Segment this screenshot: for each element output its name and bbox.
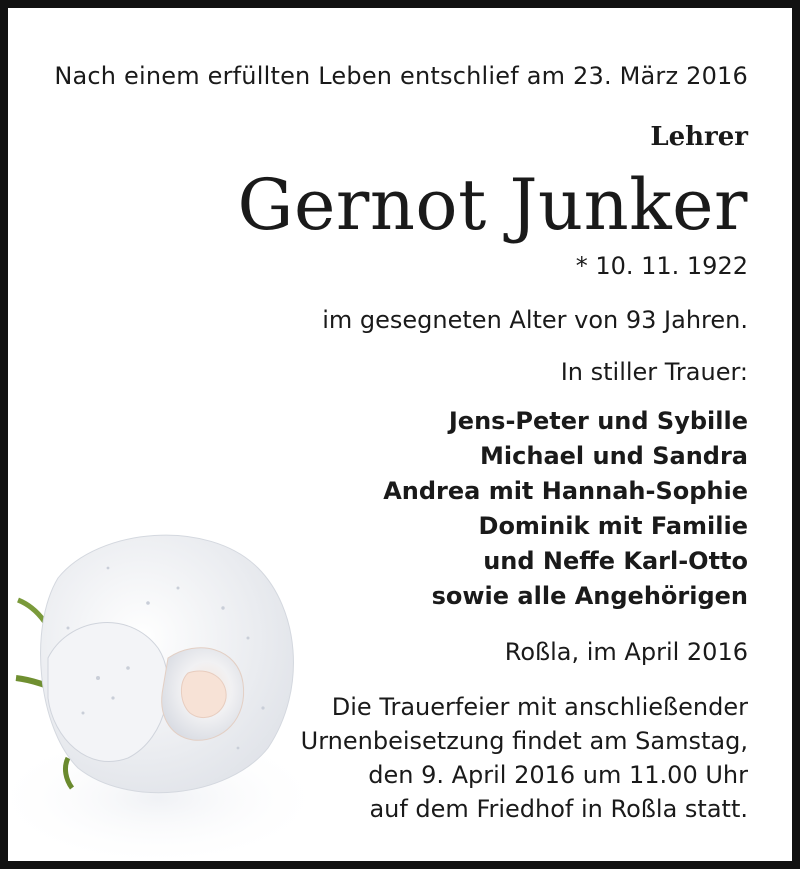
- birth-date: * 10. 11. 1922: [575, 252, 748, 280]
- funeral-info: [301, 690, 748, 826]
- funeral-line: Urnenbeisetzung findet am Samstag,: [300, 727, 748, 755]
- funeral-line: den 9. April 2016 um 11.00 Uhr: [368, 761, 748, 789]
- mourner-item: und Neffe Karl-Otto: [483, 547, 748, 575]
- mourner-item: Andrea mit Hannah-Sophie: [383, 477, 748, 505]
- age-line: im gesegneten Alter von 93 Jahren.: [322, 306, 748, 334]
- funeral-line: Die Trauerfeier mit anschließender: [331, 693, 748, 721]
- mourner-item: Dominik mit Familie: [478, 512, 748, 540]
- deceased-name: Gernot Junker: [237, 164, 748, 246]
- mourner-item: sowie alle Angehörigen: [431, 582, 748, 610]
- mourner-item: Jens-Peter und Sybille: [448, 407, 748, 435]
- mourner-item: Michael und Sandra: [480, 442, 748, 470]
- white-rose-image: [8, 508, 328, 868]
- mourning-label: In stiller Trauer:: [560, 358, 748, 386]
- mourners-list: [383, 404, 748, 614]
- profession-title: Lehrer: [650, 122, 748, 152]
- intro-line: Nach einem erfüllten Leben entschlief am 23. März 2016: [54, 62, 748, 90]
- funeral-line: auf dem Friedhof in Roßla statt.: [369, 795, 748, 823]
- place-date: Roßla, im April 2016: [504, 638, 748, 666]
